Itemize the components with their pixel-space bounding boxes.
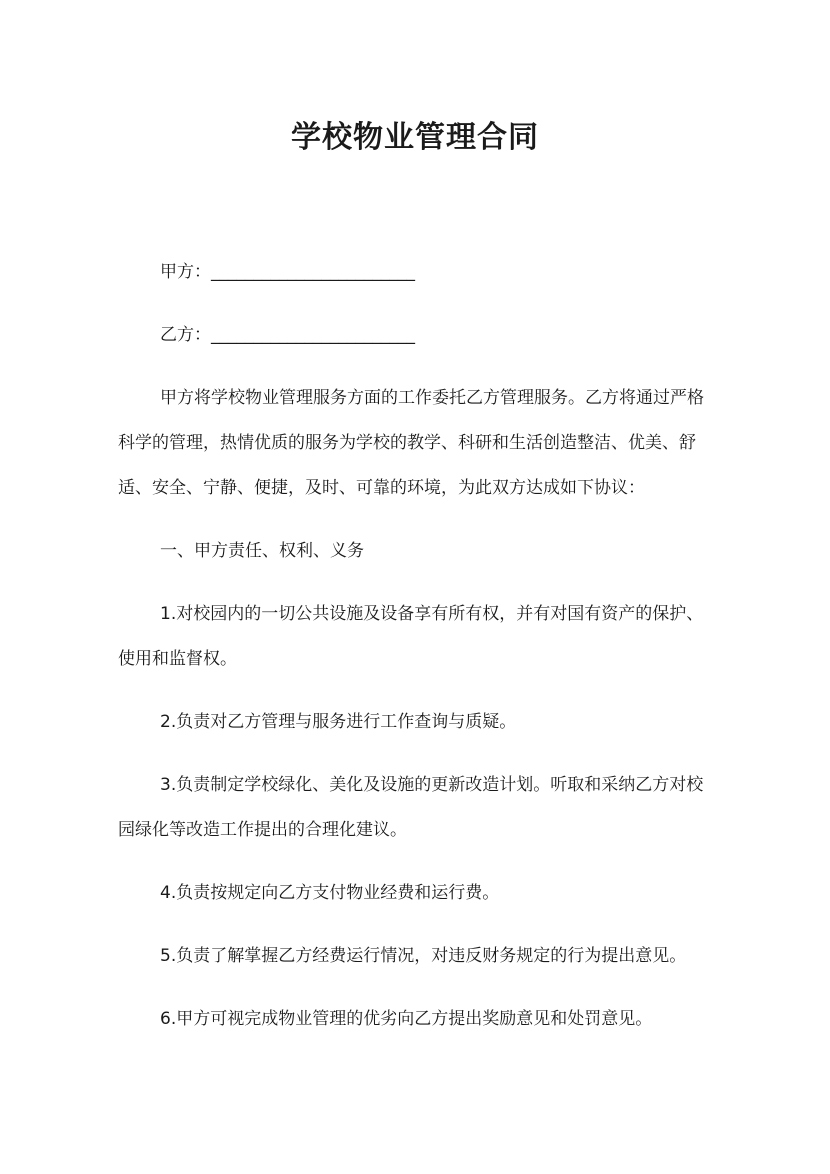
- paragraph: [118, 376, 718, 511]
- paragraph-line: 5.负责了解掌握乙方经费运行情况，对违反财务规定的行为提出意见。: [160, 946, 687, 966]
- paragraph-line: 1.对校园内的一切公共设施及设备享有所有权，并有对国有资产的保护、: [160, 604, 704, 624]
- paragraph: [118, 529, 718, 574]
- paragraph-line: 甲方将学校物业管理服务方面的工作委托乙方管理服务。乙方将通过严格: [160, 388, 704, 408]
- paragraph: [118, 592, 718, 682]
- paragraph-line: 使用和监督权。: [118, 649, 237, 669]
- paragraph-line: 6.甲方可视完成物业管理的优劣向乙方提出奖励意见和处罚意见。: [160, 1009, 653, 1029]
- paragraph: [118, 871, 718, 916]
- paragraph-line: 科学的管理，热情优质的服务为学校的教学、科研和生活创造整洁、优美、舒: [118, 433, 696, 453]
- paragraph-line: 园绿化等改造工作提出的合理化建议。: [118, 820, 407, 840]
- party-a-line: [118, 250, 718, 295]
- document-body: [118, 250, 718, 1060]
- paragraph-line: 4.负责按规定向乙方支付物业经费和运行费。: [160, 883, 500, 903]
- paragraph: [118, 997, 718, 1042]
- document-title: 学校物业管理合同: [291, 120, 539, 155]
- paragraph: [118, 763, 718, 853]
- paragraph-line: 一、甲方责任、权利、义务: [160, 541, 364, 561]
- paragraph-line: 适、安全、宁静、便捷，及时、可靠的环境，为此双方达成如下协议：: [118, 478, 645, 498]
- party-b-text: 乙方：________________________: [160, 325, 415, 345]
- party-b-line: [118, 313, 718, 358]
- paragraph: [118, 700, 718, 745]
- paragraph-line: 2.负责对乙方管理与服务进行工作查询与质疑。: [160, 712, 517, 732]
- paragraphs: [118, 376, 718, 1042]
- party-a-text: 甲方：________________________: [160, 262, 415, 282]
- paragraph: [118, 934, 718, 979]
- paragraph-line: 3.负责制定学校绿化、美化及设施的更新改造计划。听取和采纳乙方对校: [160, 775, 704, 795]
